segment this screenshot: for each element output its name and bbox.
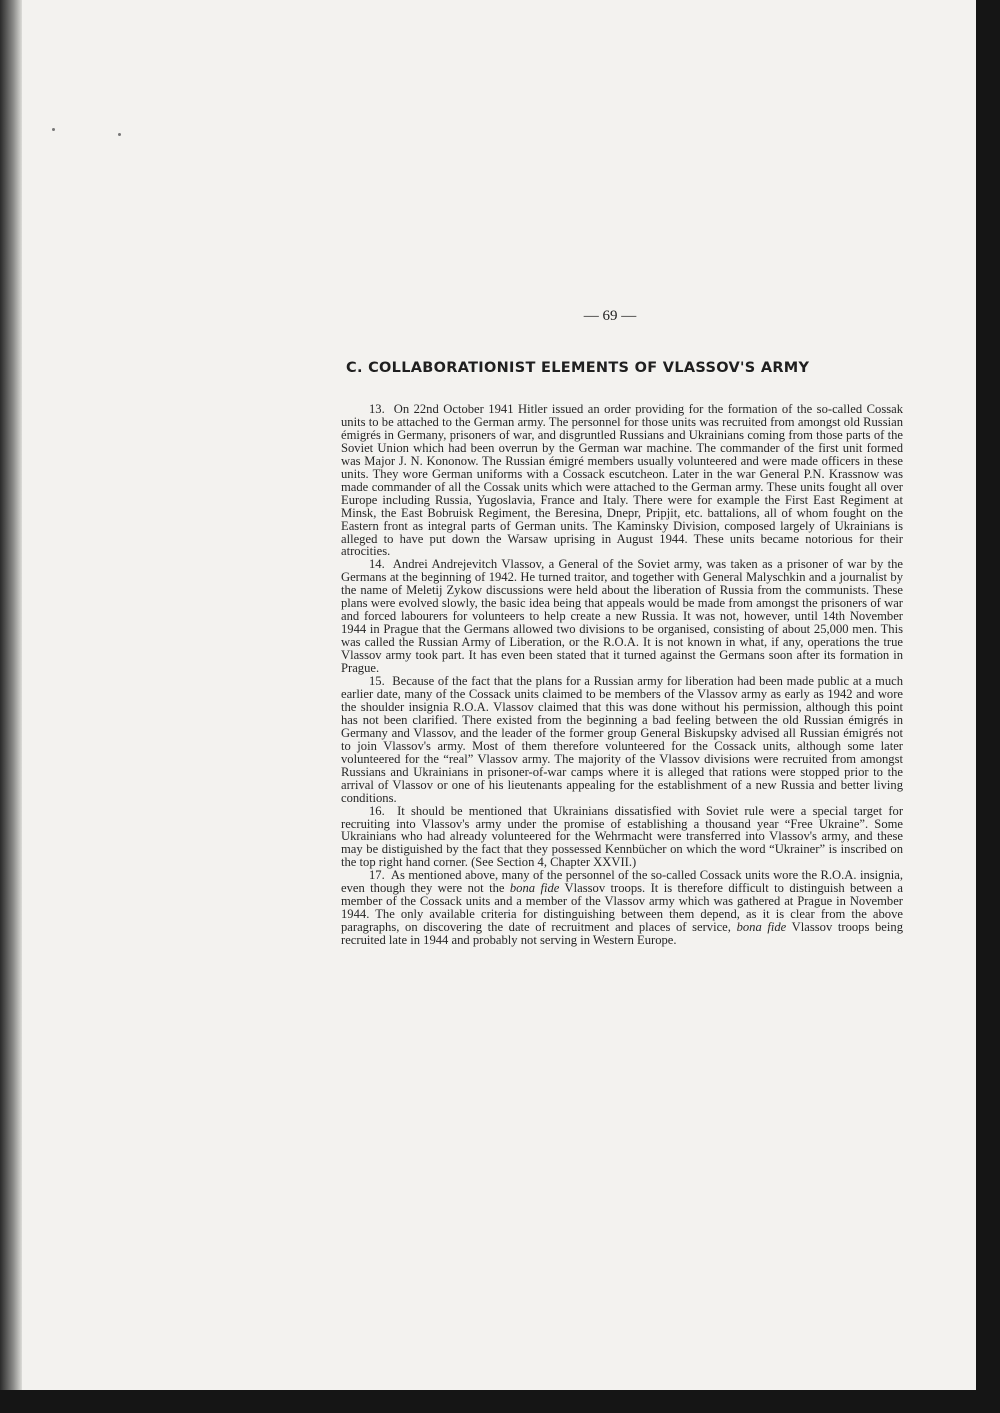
speck bbox=[118, 133, 121, 136]
italic-term: bona fide bbox=[509, 881, 560, 896]
paragraph-number: 16. bbox=[369, 803, 385, 818]
page-number: — 69 — bbox=[583, 308, 637, 324]
paragraph-15 bbox=[341, 675, 903, 805]
italic-term: bona fide bbox=[736, 920, 787, 935]
paragraph-number: 13. bbox=[369, 402, 385, 416]
paragraph-text: Vlassov troops being recruited late in 1944 and probably not serving in Western Europe. bbox=[341, 920, 903, 948]
section-heading: C. COLLABORATIONIST ELEMENTS OF VLASSOV'S ARMY bbox=[346, 360, 810, 376]
speck bbox=[52, 128, 55, 131]
document-body bbox=[341, 403, 903, 947]
paragraph-number: 15. bbox=[369, 674, 385, 689]
scan-border-bottom bbox=[0, 1390, 1000, 1413]
paragraph-text: Vlassov troops. It is therefore difficult to distinguish between a member of the Cossack units and a member of the Vlassov army which was gathered at Prague in November 1944. The only available criteria for distinguishing between them depend, as it is clear from the above paragraphs, on discovering the date of recruitment and places of service, bbox=[341, 881, 903, 935]
paragraph-text: On 22nd October 1941 Hitler issued an order providing for the formation of the so-called Cossak units to be attached to the German army. The personnel for those units was recruited from amongst old Russian émigrés in Germany, prisoners of war, and disgruntled Russians and Ukrainians coming from those parts of the Soviet Union which had been overrun by the German war machine. The commander of the first unit formed was Major J. N. Kononow. The Russian émigré members usually volunteered and were made officers in these units. They wore German uniforms with a Cossack escutcheon. Later in the war General P.N. Krassnow was made commander of all the Cossak units which were attached to the German army. These units fought all over Europe including Russia, Yugoslavia, France and Italy. There were for example the First East Regiment at Minsk, the East Bobruisk Regiment, the Beresina, Dnepr, Pripjit, etc. battalions, all of whom fought on the Eastern front as integral parts of German units. The Kaminsky Division, composed largely of Ukrainians is alleged to have put down the Warsaw uprising in August 1944. These units became notorious for their atrocities. bbox=[341, 402, 904, 559]
paragraph-17 bbox=[341, 869, 903, 947]
paragraph-13 bbox=[341, 403, 903, 558]
paragraph-text: Because of the fact that the plans for a Russian army for liberation had been made public at a much earlier date, many of the Cossack units claimed to be members of the Vlassov army as early as 1942 and wore the shoulder insignia R.O.A. Vlassov claimed that this was done without his permission, although this point has not been clarified. There existed from the beginning a bad feeling between the old Russian émigrés in Germany and Vlassov, and the leader of the former group General Biskupsky advised all Russian émigrés not to join Vlassov's army. Most of them therefore volunteered for the Cossack units, although some later volunteered for the “real” Vlassov army. The majority of the Vlassov divisions were recruited from amongst Russians and Ukrainians in prisoner-of-war camps where it is alleged that rations were stopped prior to the arrival of Vlassov or one of his lieutenants appealing for the establishment of a new Russia and better living conditions. bbox=[341, 674, 903, 805]
page-gutter bbox=[0, 0, 22, 1413]
scan-border-right bbox=[976, 0, 1000, 1413]
paragraph-number: 17. bbox=[369, 868, 385, 883]
paragraph-text: Andrei Andrejevitch Vlassov, a General of the Soviet army, was taken as a prisoner of war by the Germans at the beginning of 1942. He turned traitor, and together with General Malyschkin and a journalist by the name of Meletij Zykow discussions were held about the liberation of Russia from the communists. These plans were evolved slowly, the basic idea being that appeals would be made from amongst the prisoners of war and forced labourers for volunteers to help create a new Russia. It was not, however, until 14th November 1944 in Prague that the Germans allowed two divisions to be organised, consisting of about 25,000 men. This was called the Russian Army of Liberation, or the R.O.A. It is not known in what, if any, operations the true Vlassov army took part. It has even been stated that it turned against the Germans soon after its formation in Prague. bbox=[341, 557, 903, 676]
paragraph-number: 14. bbox=[369, 557, 385, 572]
paragraph-text: As mentioned above, many of the personnel of the so-called Cossack units wore the R.O.A. insignia, even though they were not the bbox=[341, 868, 903, 896]
paragraph-text: It should be mentioned that Ukrainians dissatisfied with Soviet rule were a special target for recruiting into Vlassov's army under the promise of establishing a thousand year “Free Ukraine”. Some Ukrainians who had already volunteered for the Wehrmacht were transferred into Vlassov's army, and these may be distiguished by the fact that they possessed Kennbücher on which the word “Ukrainer” is inscribed on the top right hand corner. (See Section 4, Chapter XXVII.) bbox=[341, 803, 904, 870]
paragraph-14 bbox=[341, 558, 903, 675]
paragraph-16 bbox=[341, 805, 903, 870]
